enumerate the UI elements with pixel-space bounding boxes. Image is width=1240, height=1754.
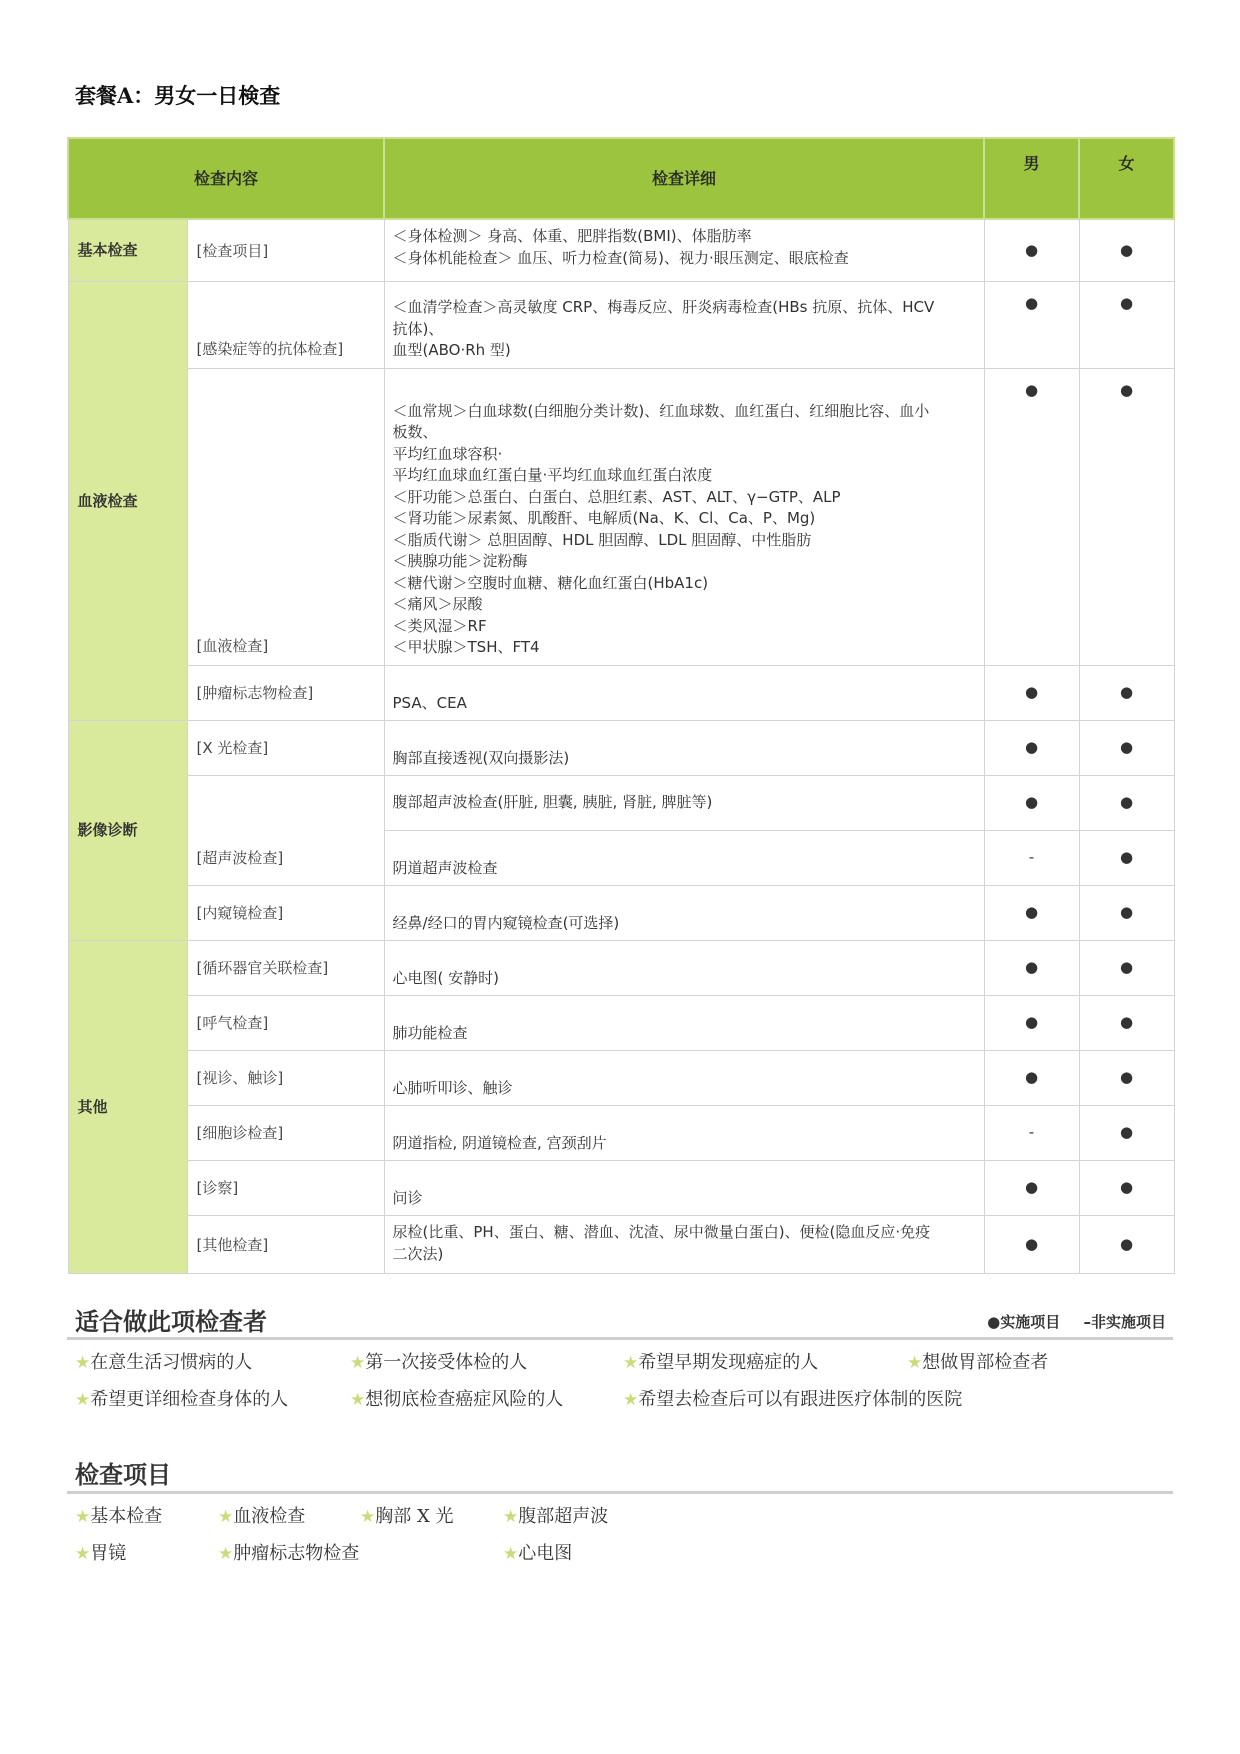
- suitable-heading: 适合做此项检查者: [75, 1308, 267, 1336]
- exam-item: [218, 1502, 305, 1528]
- table-row: [68, 281, 1174, 368]
- star-icon: ★: [75, 1390, 91, 1410]
- table-row: [68, 720, 1174, 775]
- detail-line: 抗体)、: [392, 319, 444, 338]
- sub-item: [检查项目]: [187, 219, 384, 281]
- detail-line: ＜肾功能＞尿素氮、肌酸酐、电解质(Na、K、Cl、Ca、P、Mg): [392, 509, 816, 527]
- sub-item: [感染症等的抗体检查]: [187, 281, 384, 368]
- sub-item: [内窥镜检查]: [187, 885, 384, 940]
- suitable-item: [623, 1385, 962, 1411]
- sub-item: [超声波检查]: [187, 775, 384, 885]
- detail-line: 板数、: [392, 423, 438, 441]
- suitable-item: [350, 1348, 527, 1374]
- detail-cell: 问诊: [384, 1160, 984, 1215]
- detail-cell: 心电图( 安静时): [384, 940, 984, 995]
- female-mark: ●: [1079, 368, 1174, 665]
- female-mark: ●: [1079, 775, 1174, 830]
- exam-item-label: 心电图: [518, 1543, 573, 1564]
- exam-item-label: 腹部超声波: [518, 1506, 609, 1527]
- female-mark: ●: [1079, 1160, 1174, 1215]
- detail-line: ＜血常规＞白血球数(白细胞分类计数)、红血球数、血红蛋白、红细胞比容、血小: [392, 401, 930, 420]
- detail-line: ＜类风湿＞RF: [392, 616, 487, 635]
- category-basic: 基本检查: [68, 219, 187, 281]
- female-mark: ●: [1079, 720, 1174, 775]
- detail-cell: 阴道超声波检查: [384, 830, 984, 885]
- exam-table: [67, 137, 1175, 1274]
- star-icon: ★: [75, 1507, 91, 1527]
- exam-item-label: 基本检查: [90, 1506, 163, 1527]
- suitable-item-label: 希望更详细检查身体的人: [90, 1389, 289, 1410]
- suitable-item-label: 想做胃部检查者: [922, 1352, 1049, 1373]
- female-mark: ●: [1079, 219, 1174, 281]
- star-icon: ★: [623, 1390, 639, 1410]
- detail-cell: 胸部直接透视(双向摄影法): [384, 720, 984, 775]
- exam-item: [503, 1539, 572, 1565]
- female-mark: ●: [1079, 1050, 1174, 1105]
- detail-cell: [384, 219, 984, 281]
- male-mark: ●: [984, 720, 1079, 775]
- suitable-item-label: 想彻底检查癌症风险的人: [365, 1389, 564, 1410]
- detail-cell: [384, 281, 984, 368]
- table-row: [68, 940, 1174, 995]
- table-row: [68, 885, 1174, 940]
- table-row: [68, 1215, 1174, 1273]
- detail-line: ＜痛风＞尿酸: [392, 595, 483, 613]
- star-icon: ★: [218, 1507, 234, 1527]
- detail-line: 平均红血球容积·: [392, 444, 503, 463]
- male-mark: -: [984, 830, 1079, 885]
- suitable-item-label: 在意生活习惯病的人: [90, 1352, 253, 1373]
- male-mark: ●: [984, 885, 1079, 940]
- table-row: [68, 665, 1174, 720]
- star-icon: ★: [350, 1353, 366, 1373]
- items-heading: 检查项目: [75, 1461, 171, 1489]
- exam-item-label: 肿瘤标志物检查: [233, 1543, 360, 1564]
- sub-item: [其他检查]: [187, 1215, 384, 1273]
- suitable-item: [75, 1348, 252, 1374]
- suitable-item-label: 第一次接受体检的人: [365, 1352, 528, 1373]
- sub-item: [循环器官关联检查]: [187, 940, 384, 995]
- table-row: [68, 1160, 1174, 1215]
- sub-item: [血液检查]: [187, 368, 384, 665]
- suitable-item: [350, 1385, 563, 1411]
- female-mark: ●: [1079, 830, 1174, 885]
- exam-item-label: 胸部 X 光: [375, 1506, 454, 1527]
- male-mark: ●: [984, 368, 1079, 665]
- male-mark: ●: [984, 665, 1079, 720]
- female-mark: ●: [1079, 1215, 1174, 1273]
- male-mark: ●: [984, 940, 1079, 995]
- detail-cell: 心肺听叩诊、触诊: [384, 1050, 984, 1105]
- female-mark: ●: [1079, 1105, 1174, 1160]
- detail-line: ＜胰腺功能＞淀粉酶: [392, 552, 528, 570]
- detail-cell: 腹部超声波检查(肝脏, 胆囊, 胰脏, 肾脏, 脾脏等): [384, 775, 984, 830]
- suitable-item-label: 希望早期发现癌症的人: [638, 1352, 819, 1373]
- detail-line: ＜肝功能＞总蛋白、白蛋白、总胆红素、AST、ALT、γ−GTP、ALP: [392, 487, 841, 506]
- category-other: 其他: [68, 940, 187, 1273]
- divider: [67, 1491, 1173, 1494]
- detail-cell: [384, 1215, 984, 1273]
- female-mark: ●: [1079, 995, 1174, 1050]
- male-mark: ●: [984, 995, 1079, 1050]
- star-icon: ★: [75, 1353, 91, 1373]
- detail-cell: [384, 368, 984, 665]
- male-mark: ●: [984, 1050, 1079, 1105]
- star-icon: ★: [907, 1353, 923, 1373]
- detail-cell: 经鼻/经口的胃内窥镜检查(可选择): [384, 885, 984, 940]
- detail-line: 二次法): [392, 1244, 444, 1263]
- star-icon: ★: [503, 1544, 519, 1564]
- detail-line: 平均红血球血红蛋白量·平均红血球血红蛋白浓度: [392, 466, 713, 484]
- detail-line: 尿检(比重、PH、蛋白、糖、潜血、沈渣、尿中微量白蛋白)、便检(隐血反应·免疫: [392, 1223, 931, 1241]
- detail-cell: 阴道指检, 阴道镜检查, 宫颈刮片: [384, 1105, 984, 1160]
- male-mark: -: [984, 1105, 1079, 1160]
- suitable-item: [907, 1348, 1048, 1374]
- female-mark: ●: [1079, 665, 1174, 720]
- table-row: [68, 368, 1174, 665]
- table-row: [68, 1105, 1174, 1160]
- male-mark: ●: [984, 219, 1079, 281]
- category-imaging: 影像诊断: [68, 720, 187, 940]
- exam-item: [75, 1539, 126, 1565]
- star-icon: ★: [360, 1507, 376, 1527]
- suitable-item: [623, 1348, 818, 1374]
- star-icon: ★: [218, 1544, 234, 1564]
- female-mark: ●: [1079, 885, 1174, 940]
- exam-item: [360, 1502, 454, 1528]
- sub-item: [呼气检查]: [187, 995, 384, 1050]
- exam-item: [75, 1502, 162, 1528]
- sub-item: [肿瘤标志物检查]: [187, 665, 384, 720]
- legend: [969, 1311, 1166, 1332]
- star-icon: ★: [623, 1353, 639, 1373]
- page-title: 套餐A：男女一日検査: [75, 83, 281, 108]
- detail-line: ＜身体检测＞ 身高、体重、肥胖指数(BMI)、体脂肪率: [392, 227, 752, 245]
- female-mark: ●: [1079, 281, 1174, 368]
- divider: [67, 1337, 1173, 1340]
- sub-item: [X 光检查]: [187, 720, 384, 775]
- exam-item-label: 胃镜: [90, 1543, 127, 1564]
- header-detail: 检查详细: [384, 138, 984, 219]
- header-female: 女: [1079, 138, 1174, 219]
- table-row: [68, 219, 1174, 281]
- star-icon: ★: [75, 1544, 91, 1564]
- table-row: [68, 775, 1174, 830]
- sub-item: [视诊、触诊]: [187, 1050, 384, 1105]
- male-mark: ●: [984, 775, 1079, 830]
- table-row: [68, 1050, 1174, 1105]
- male-mark: ●: [984, 1160, 1079, 1215]
- table-header-row: [68, 138, 1174, 219]
- suitable-item-label: 希望去检查后可以有跟进医疗体制的医院: [638, 1389, 963, 1410]
- detail-line: ＜身体机能检查＞ 血压、听力检查(简易)、视力·眼压测定、眼底检查: [392, 248, 849, 267]
- star-icon: ★: [350, 1390, 366, 1410]
- exam-item: [218, 1539, 359, 1565]
- header-male: 男: [984, 138, 1079, 219]
- detail-line: ＜甲状腺＞TSH、FT4: [392, 638, 540, 656]
- table-row: [68, 995, 1174, 1050]
- male-mark: ●: [984, 1215, 1079, 1273]
- female-mark: ●: [1079, 940, 1174, 995]
- male-mark: ●: [984, 281, 1079, 368]
- detail-line: ＜血清学检查＞高灵敏度 CRP、梅毒反应、肝炎病毒检查(HBs 抗原、抗体、HCV: [392, 298, 935, 316]
- detail-cell: 肺功能检查: [384, 995, 984, 1050]
- suitable-item: [75, 1385, 288, 1411]
- exam-item: [503, 1502, 608, 1528]
- exam-item-label: 血液检查: [233, 1506, 306, 1527]
- detail-line: ＜糖代谢＞空腹时血糖、糖化血红蛋白(HbA1c): [392, 573, 709, 592]
- detail-cell: PSA、CEA: [384, 665, 984, 720]
- header-content: 检查内容: [68, 138, 384, 219]
- star-icon: ★: [503, 1507, 519, 1527]
- category-blood: 血液检查: [68, 281, 187, 720]
- sub-item: [诊察]: [187, 1160, 384, 1215]
- detail-line: 血型(ABO·Rh 型): [392, 341, 511, 359]
- detail-line: ＜脂质代谢＞ 总胆固醇、HDL 胆固醇、LDL 胆固醇、中性脂肪: [392, 530, 812, 549]
- legend-not-done: –非实施项目: [1083, 1313, 1166, 1331]
- legend-done: ●实施项目: [987, 1313, 1061, 1331]
- sub-item: [细胞诊检查]: [187, 1105, 384, 1160]
